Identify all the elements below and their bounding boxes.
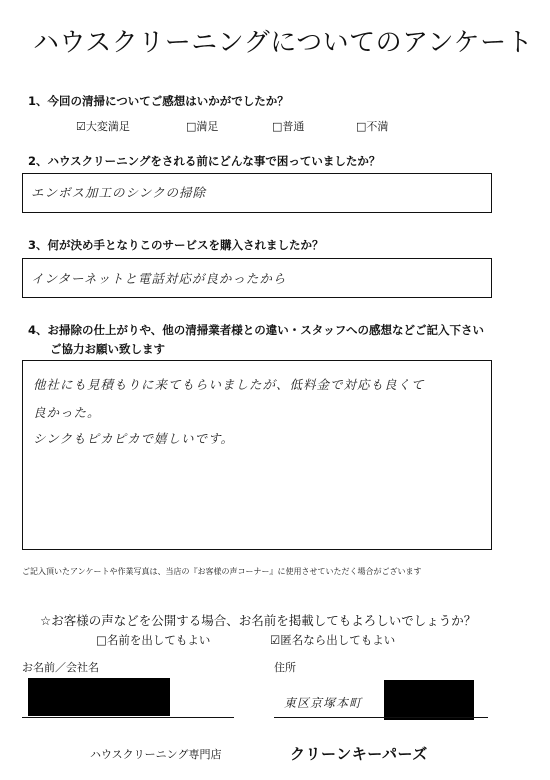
q1-option-dissatisfied: □不満 bbox=[356, 120, 389, 133]
question-2: 2、ハウスクリーニングをされる前にどんな事で困っていましたか？ bbox=[28, 154, 381, 168]
q3-answer-box bbox=[22, 258, 492, 298]
address-handwritten: 東区京塚本町 bbox=[284, 696, 363, 710]
q1-option-satisfied: □満足 bbox=[186, 120, 219, 133]
q3-answer-text: インターネットと電話対応が良かったから bbox=[31, 271, 287, 286]
name-company-label: お名前／会社名 bbox=[22, 661, 99, 674]
q4-answer-line-3: シンクもピカピカで嬉しいです。 bbox=[33, 431, 234, 446]
question-1: 1、今回の清掃についてご感想はいかがでしたか？ bbox=[28, 94, 289, 108]
question-4-line1: 4、お掃除の仕上がりや、他の清掃業者様との違い・スタッフへの感想などご記入下さい bbox=[28, 323, 485, 337]
brand-name: クリーンキーパーズ bbox=[290, 745, 428, 763]
address-underline bbox=[274, 717, 488, 718]
q2-answer-box bbox=[22, 173, 492, 213]
question-4-line2: ご協力お願い致します bbox=[50, 342, 165, 356]
q1-option-average: □普通 bbox=[272, 120, 305, 133]
redacted-address bbox=[384, 680, 474, 720]
consent-option-anonymous: ☑匿名なら出してもよい bbox=[270, 633, 396, 647]
name-underline bbox=[22, 717, 234, 718]
shop-type-label: ハウスクリーニング専門店 bbox=[90, 748, 222, 761]
q4-answer-line-1: 他社にも見積もりに来てもらいましたが、低料金で対応も良くて bbox=[33, 377, 425, 392]
survey-title: ハウスクリーニングについてのアンケート bbox=[33, 28, 534, 58]
q1-option-very-satisfied: ☑大変満足 bbox=[76, 120, 130, 133]
consent-option-use-name: □名前を出してもよい bbox=[96, 633, 211, 647]
address-label: 住所 bbox=[274, 661, 296, 674]
q4-answer-box bbox=[22, 360, 492, 550]
photo-usage-notice: ご記入頂いたアンケートや作業写真は、当店の『お客様の声コーナー』に使用させていただく場合がございます bbox=[22, 567, 422, 576]
q2-answer-text: エンボス加工のシンクの掃除 bbox=[31, 185, 206, 200]
redacted-name bbox=[28, 678, 170, 716]
q4-answer-line-2: 良かった。 bbox=[33, 405, 101, 420]
name-publication-question: ☆お客様の声などを公開する場合、お名前を掲載してもよろしいでしょうか？ bbox=[40, 613, 477, 628]
question-3: 3、何が決め手となりこのサービスを購入されましたか？ bbox=[28, 238, 324, 252]
